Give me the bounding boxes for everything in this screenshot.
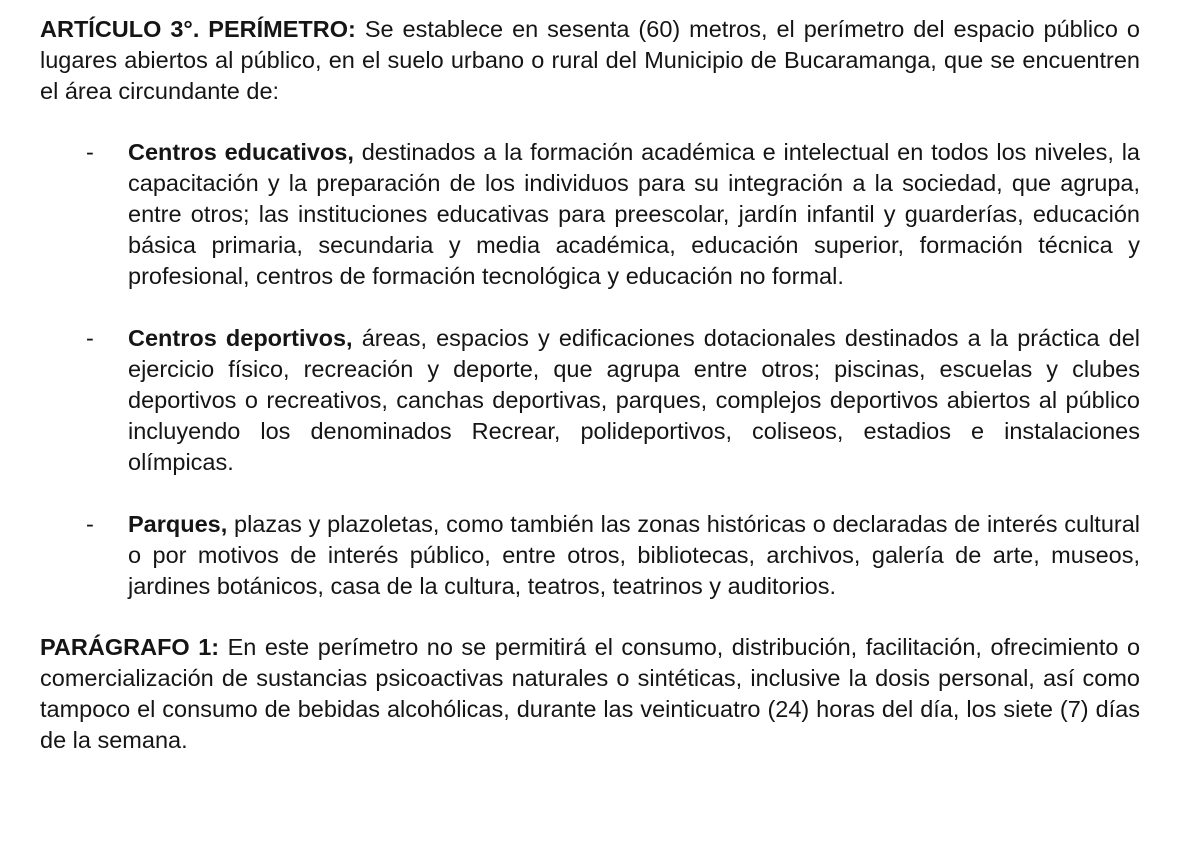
area-list (40, 137, 1140, 602)
list-item-parques (40, 509, 1140, 602)
list-item-term: Centros deportivos, (128, 325, 353, 351)
list-dash: - (86, 511, 94, 537)
list-dash: - (86, 325, 94, 351)
list-item-centros-deportivos (40, 323, 1140, 478)
list-item-text: áreas, espacios y edificaciones dotacionales destinados a la práctica del ejercicio físico, recreación y deporte, que agrupa entre otros; piscinas, escuelas y clubes deportivos o recreativos, canchas deportivas, parques, complejos deportivos abiertos al público incluyendo los denominados Recrear, polideportivos, coliseos, estadios e instalaciones olímpicas. (128, 325, 1140, 475)
list-dash: - (86, 139, 94, 165)
paragraph-heading: PARÁGRAFO 1: (40, 634, 220, 660)
list-item-centros-educativos (40, 137, 1140, 292)
list-item-text: destinados a la formación académica e intelectual en todos los niveles, la capacitación y la preparación de los individuos para su integración a la sociedad, que agrupa, entre otros; las instituciones educativas para preescolar, jardín infantil y guarderías, educación básica primaria, secundaria y media académica, educación superior, formación técnica y profesional, centros de formación tecnológica y educación no formal. (128, 139, 1140, 289)
list-item-term: Centros educativos, (128, 139, 354, 165)
article-heading: ARTÍCULO 3°. PERÍMETRO: (40, 16, 356, 42)
list-item-text: plazas y plazoletas, como también las zonas históricas o declaradas de interés cultural o por motivos de interés público, entre otros, bibliotecas, archivos, galería de arte, museos, jardines botánicos, casa de la cultura, teatros, teatrinos y auditorios. (128, 511, 1141, 599)
paragraph-1 (40, 632, 1140, 756)
article-body: Se establece en sesenta (60) metros, el perímetro del espacio público o lugares abiertos al público, en el suelo urbano o rural del Municipio de Bucaramanga, que se encuentren el área circundante de: (40, 16, 1140, 104)
article-3 (40, 14, 1140, 107)
list-item-term: Parques, (128, 511, 228, 537)
document-page (40, 14, 1140, 756)
paragraph-body: En este perímetro no se permitirá el consumo, distribución, facilitación, ofrecimiento o comercialización de sustancias psicoactivas naturales o sintéticas, inclusive la dosis personal, así como tampoco el consumo de bebidas alcohólicas, durante las veinticuatro (24) horas del día, los siete (7) días de la semana. (40, 634, 1141, 753)
